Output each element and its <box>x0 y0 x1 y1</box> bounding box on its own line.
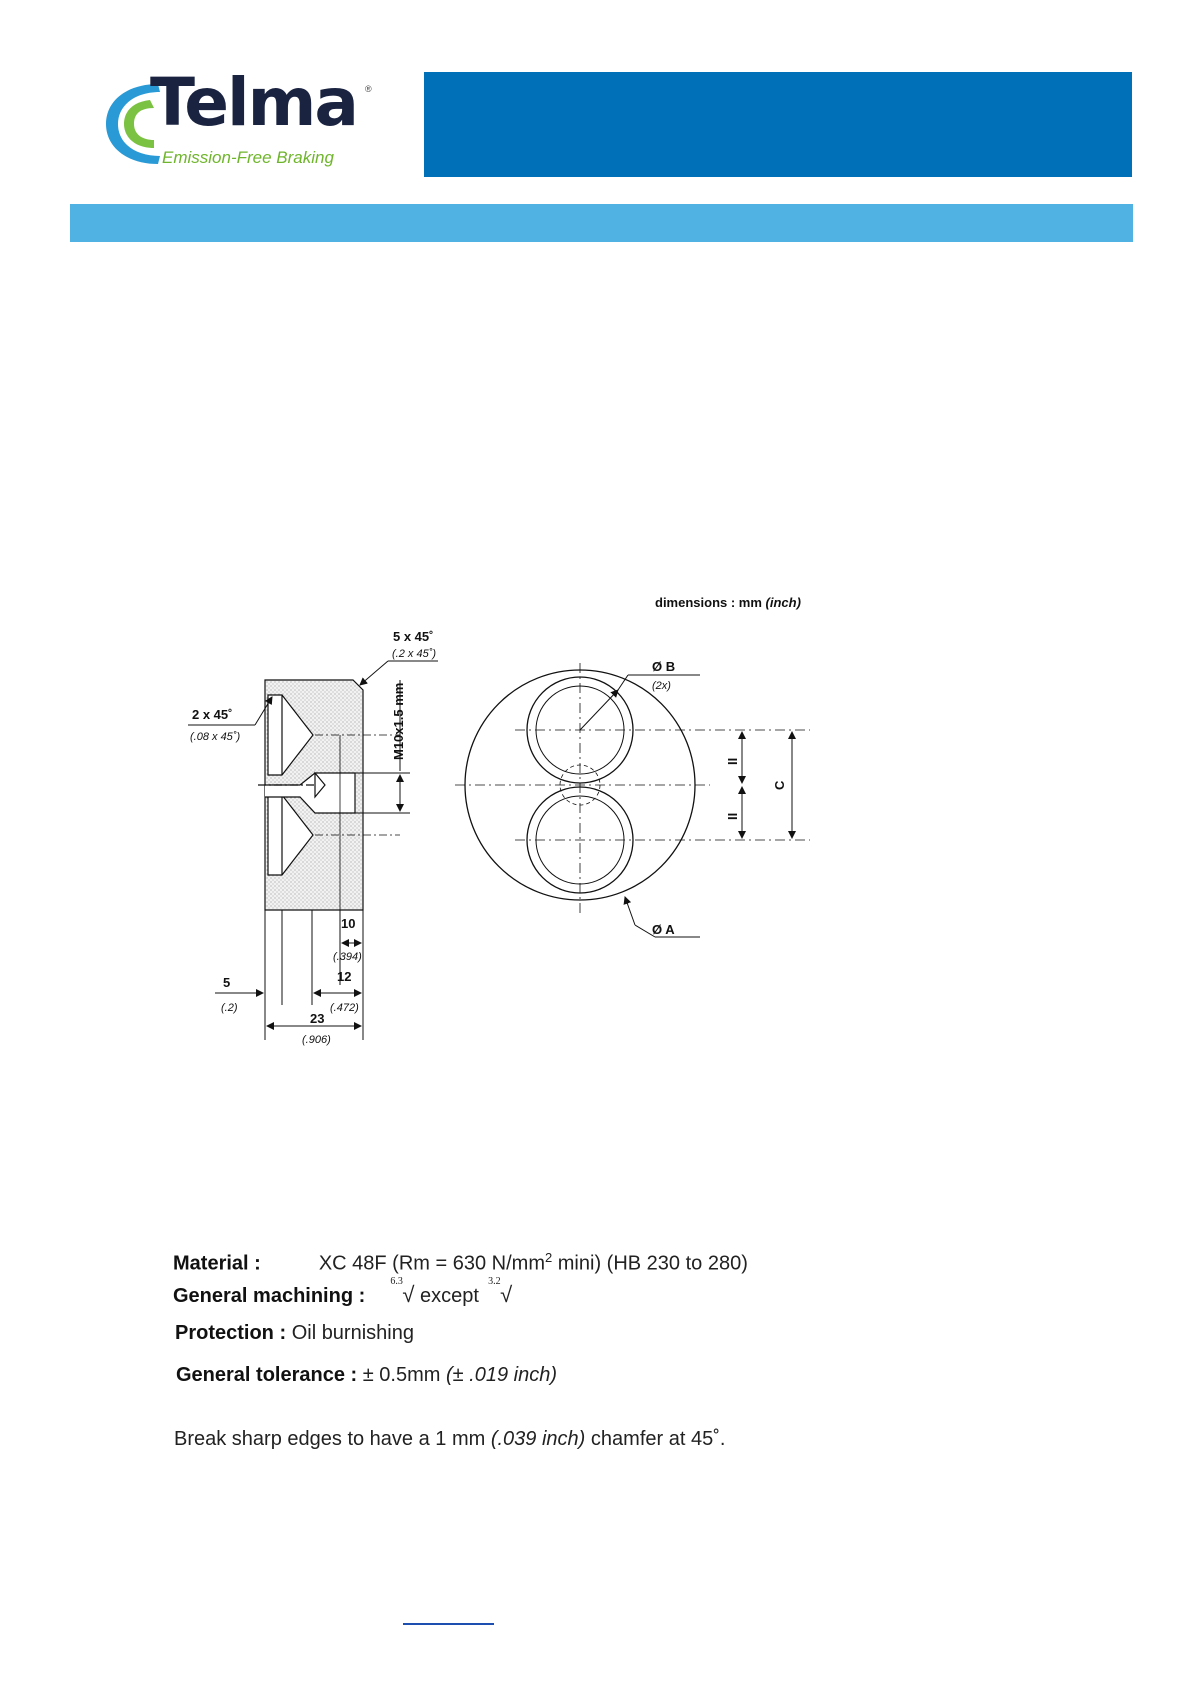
machining-spec: General machining : 6.3 √ except 3.2 √ <box>173 1276 513 1307</box>
protection-spec: Protection : Oil burnishing <box>175 1322 414 1344</box>
equal-mark-1: II <box>725 757 740 765</box>
chamfer-left-label: 2 x 45˚ <box>192 707 233 722</box>
dim-c-label: C <box>772 780 787 790</box>
dim-5-inch: (.2) <box>221 1002 238 1014</box>
dim-10-inch: (.394) <box>333 951 362 963</box>
side-section-view <box>258 680 400 925</box>
header-bar <box>424 72 1132 177</box>
dia-b-label: Ø B <box>652 659 676 674</box>
dia-b-count: (2x) <box>652 680 671 692</box>
footer-link-underline[interactable] <box>403 1623 494 1625</box>
chamfer-left-inch: (.08 x 45˚) <box>190 731 241 743</box>
material-spec: Material : XC 48F (Rm = 630 $N/mm^2$ mini) (HB 230 to 280) <box>173 1250 748 1275</box>
dim-12: 12 <box>337 969 352 984</box>
dim-23-inch: (.906) <box>302 1034 331 1046</box>
edge-note: Break sharp edges to have a 1 mm (.039 inch) chamfer at 45˚. <box>174 1428 726 1450</box>
chamfer-top-label: 5 x 45˚ <box>393 629 434 644</box>
thread-spec: M10x1.5 mm <box>391 682 406 760</box>
dim-12-inch: (.472) <box>330 1002 359 1014</box>
technical-drawing <box>170 585 850 1050</box>
roughness-symbol-3-2: 3.2 √ <box>488 1276 513 1307</box>
tolerance-spec: General tolerance : ± 0.5mm (± .019 inch) <box>176 1364 557 1386</box>
dim-5: 5 <box>223 975 231 990</box>
section-band <box>70 204 1133 242</box>
front-view <box>455 663 810 937</box>
dim-23: 23 <box>310 1011 325 1026</box>
chamfer-top-inch: (.2 x 45˚) <box>392 648 437 660</box>
roughness-symbol-6-3: 6.3 √ <box>390 1276 415 1307</box>
equal-mark-2: II <box>725 812 740 820</box>
logo-tagline: Emission-Free Braking <box>162 148 334 167</box>
dim-10: 10 <box>341 916 356 931</box>
logo-wordmark: Telma <box>150 64 357 141</box>
dia-a-label: Ø A <box>652 922 675 937</box>
units-label: dimensions : mm (inch) <box>655 595 801 610</box>
registered-mark: ® <box>365 84 372 94</box>
